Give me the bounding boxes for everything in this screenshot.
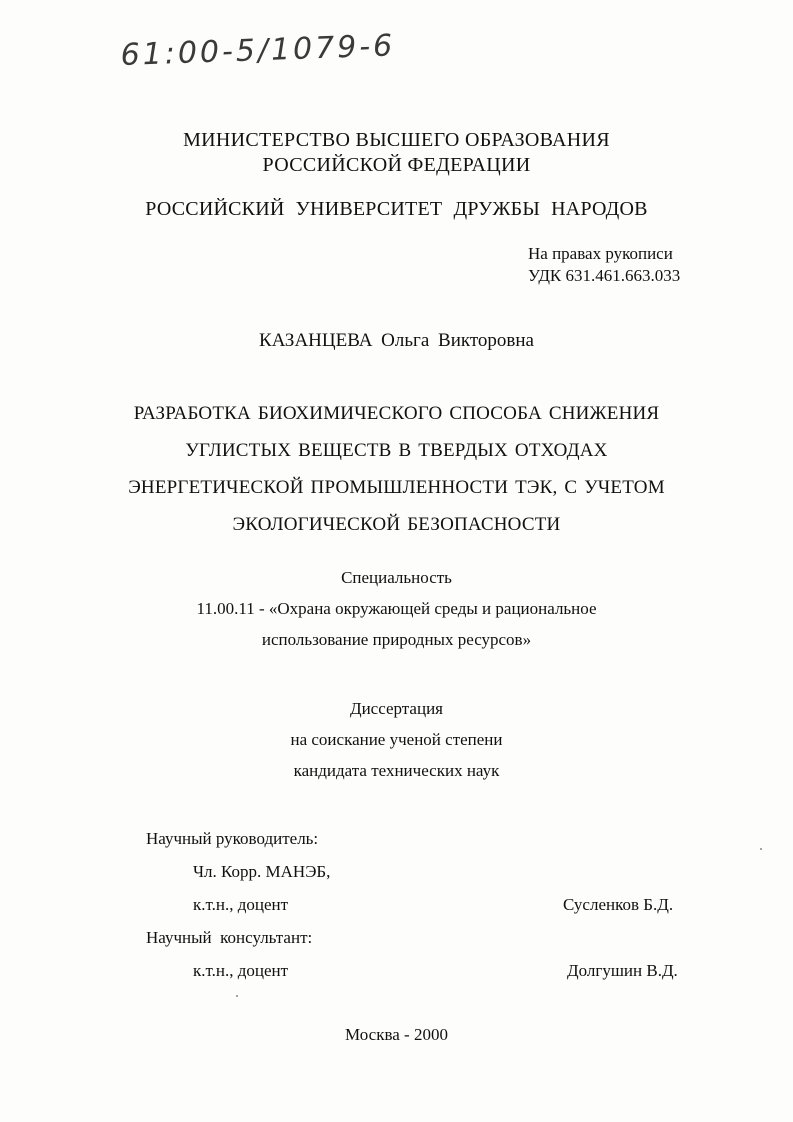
degree-block: [0, 693, 793, 786]
consultant-label: Научный консультант:: [146, 928, 313, 947]
title-line: ЭНЕРГЕТИЧЕСКОЙ ПРОМЫШЛЕННОСТИ ТЭК, С УЧЕТОМ: [128, 477, 665, 498]
university-name: РОССИЙСКИЙ УНИВЕРСИТЕТ ДРУЖБЫ НАРОДОВ: [145, 198, 648, 220]
supervisor-title-2: к.т.н., доцент: [193, 895, 289, 914]
supervisor-title-1: Чл. Корр. МАНЭБ,: [193, 862, 331, 881]
degree-name: кандидата технических наук: [293, 761, 500, 780]
ministry-line-1: МИНИСТЕРСТВО ВЫСШЕГО ОБРАЗОВАНИЯ: [183, 129, 610, 151]
specialty-code: 11.00.11 - «Охрана окружающей среды и рациональное: [196, 599, 597, 618]
degree-purpose: на соискание ученой степени: [290, 730, 503, 749]
supervisor-label: Научный руководитель:: [146, 829, 319, 848]
archive-stamp: 61:00-5/1079-6: [120, 28, 396, 73]
consultant-title: к.т.н., доцент: [193, 961, 289, 980]
specialty-label: Специальность: [341, 568, 452, 587]
specialty-name: использование природных ресурсов»: [261, 630, 532, 649]
city-year: Москва - 2000: [345, 1025, 448, 1044]
document-type: Диссертация: [349, 699, 443, 718]
udc-code: УДК 631.461.663.033: [528, 266, 681, 285]
rights-block: [528, 243, 680, 287]
title-line: ЭКОЛОГИЧЕСКОЙ БЕЗОПАСНОСТИ: [232, 514, 561, 535]
author-name: КАЗАНЦЕВА Ольга Викторовна: [259, 330, 534, 351]
scan-speck: [236, 995, 238, 997]
manuscript-rights: На правах рукописи: [528, 244, 673, 263]
scan-speck: [760, 848, 762, 850]
consultant-name: Долгушин В.Д.: [567, 961, 678, 980]
title-line: УГЛИСТЫХ ВЕЩЕСТВ В ТВЕРДЫХ ОТХОДАХ: [185, 440, 608, 461]
specialty-block: [0, 562, 793, 655]
supervisor-name: Сусленков Б.Д.: [563, 895, 674, 914]
ministry-line-2: РОССИЙСКОЙ ФЕДЕРАЦИИ: [262, 154, 531, 176]
ministry-block: [0, 128, 793, 178]
title-line: РАЗРАБОТКА БИОХИМИЧЕСКОГО СПОСОБА СНИЖЕНИЯ: [133, 403, 660, 424]
dissertation-title: [0, 395, 793, 543]
